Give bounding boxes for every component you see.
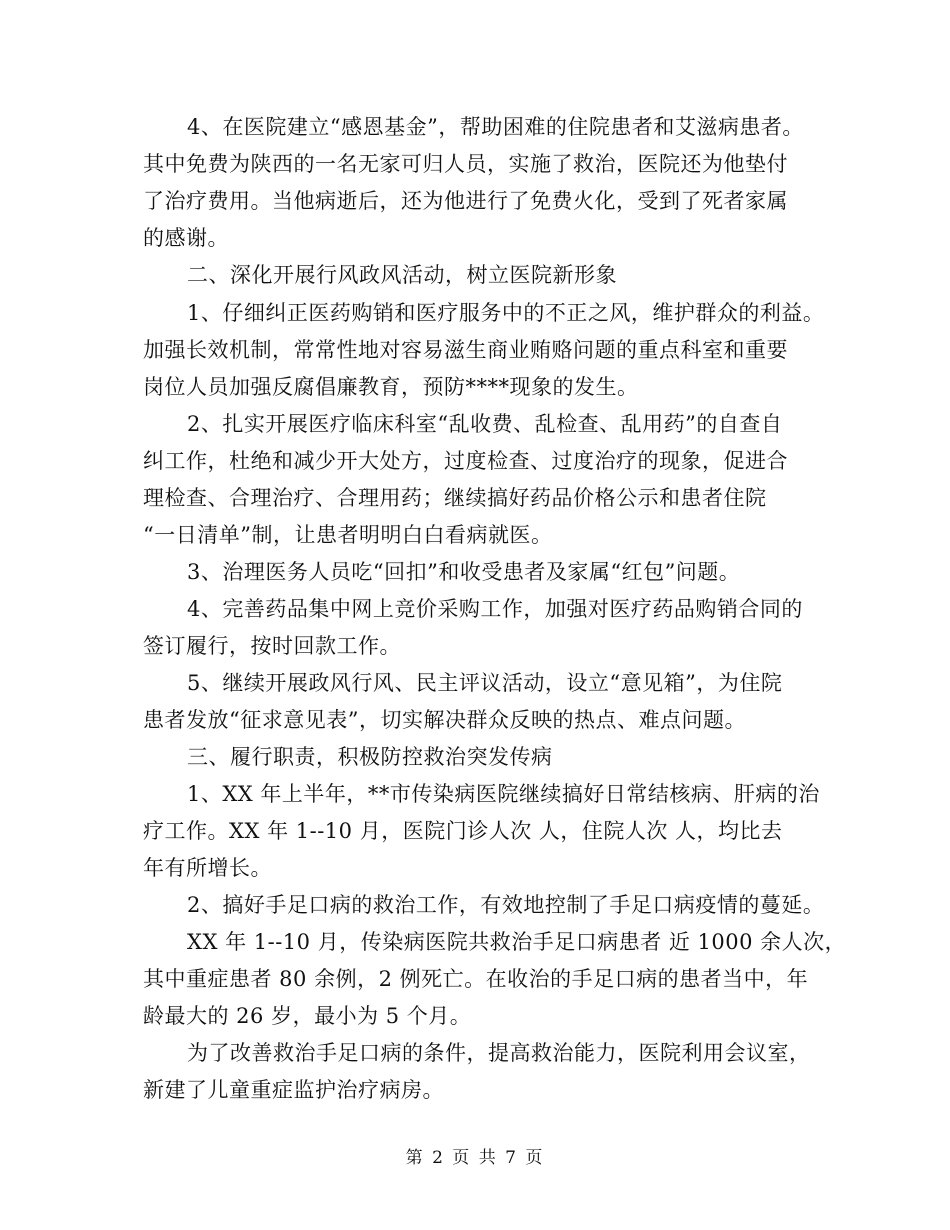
paragraph-line: 其中免费为陕西的一名无家可归人员，实施了救治，医院还为他垫付 (143, 152, 788, 176)
paragraph-line: 纠工作，杜绝和减少开大处方，过度检查、过度治疗的现象，促进合 (143, 449, 788, 473)
paragraph-line: 2、搞好手足口病的救治工作，有效地控制了手足口病疫情的蔓延。 (187, 893, 825, 917)
paragraph-line: 加强长效机制，常常性地对容易滋生商业贿赂问题的重点科室和重要 (143, 338, 788, 362)
paragraph-line: “一日清单”制，让患者明明白白看病就医。 (143, 523, 553, 547)
paragraph-line: 5、继续开展政风行风、民主评议活动，设立“意见箱”，为住院 (187, 671, 783, 695)
paragraph-line: 的感谢。 (143, 226, 229, 250)
paragraph-line: XX 年 1--10 月，传染病医院共救治手足口病患者 近 1000 余人次， (187, 930, 847, 954)
paragraph-line: 3、治理医务人员吃“回扣”和收受患者及家属“红包”问题。 (187, 560, 741, 584)
paragraph-line: 签订履行，按时回款工作。 (143, 634, 401, 658)
paragraph-line: 新建了儿童重症监护治疗病房。 (143, 1078, 444, 1102)
paragraph-line: 2、扎实开展医疗临床科室“乱收费、乱检查、乱用药”的自查自 (187, 412, 783, 436)
paragraph-line: 患者发放“征求意见表”，切实解决群众反映的热点、难点问题。 (143, 708, 746, 732)
paragraph-line: 1、XX 年上半年，**市传染病医院继续搞好日常结核病、肝病的治 (187, 782, 820, 806)
paragraph-line: 1、仔细纠正医药购销和医疗服务中的不正之风，维护群众的利益。 (187, 301, 825, 325)
paragraph-line: 理检查、合理治疗、合理用药；继续搞好药品价格公示和患者住院 (143, 486, 767, 510)
paragraph-line: 4、完善药品集中网上竞价采购工作，加强对医疗药品购销合同的 (187, 597, 803, 621)
paragraph-line: 4、在医院建立“感恩基金”，帮助困难的住院患者和艾滋病患者。 (187, 115, 804, 139)
paragraph-line: 年有所增长。 (143, 856, 272, 880)
section-heading: 二、深化开展行风政风活动，树立医院新形象 (187, 263, 617, 287)
paragraph-line: 为了改善救治手足口病的条件，提高救治能力，医院利用会议室， (187, 1041, 811, 1065)
paragraph-line: 其中重症患者 80 余例，2 例死亡。在收治的手足口病的患者当中，年 (143, 967, 809, 991)
paragraph-line: 龄最大的 26 岁，最小为 5 个月。 (143, 1004, 472, 1028)
paragraph-line: 了治疗费用。当他病逝后，还为他进行了免费火化，受到了死者家属 (143, 189, 788, 213)
paragraph-line: 疗工作。XX 年 1--10 月，医院门诊人次 人，住院人次 人，均比去 (143, 819, 783, 843)
page-number-footer: 第 2 页 共 7 页 (405, 1148, 545, 1168)
section-heading: 三、履行职责，积极防控救治突发传病 (187, 745, 553, 769)
paragraph-line: 岗位人员加强反腐倡廉教育，预防****现象的发生。 (143, 375, 639, 399)
